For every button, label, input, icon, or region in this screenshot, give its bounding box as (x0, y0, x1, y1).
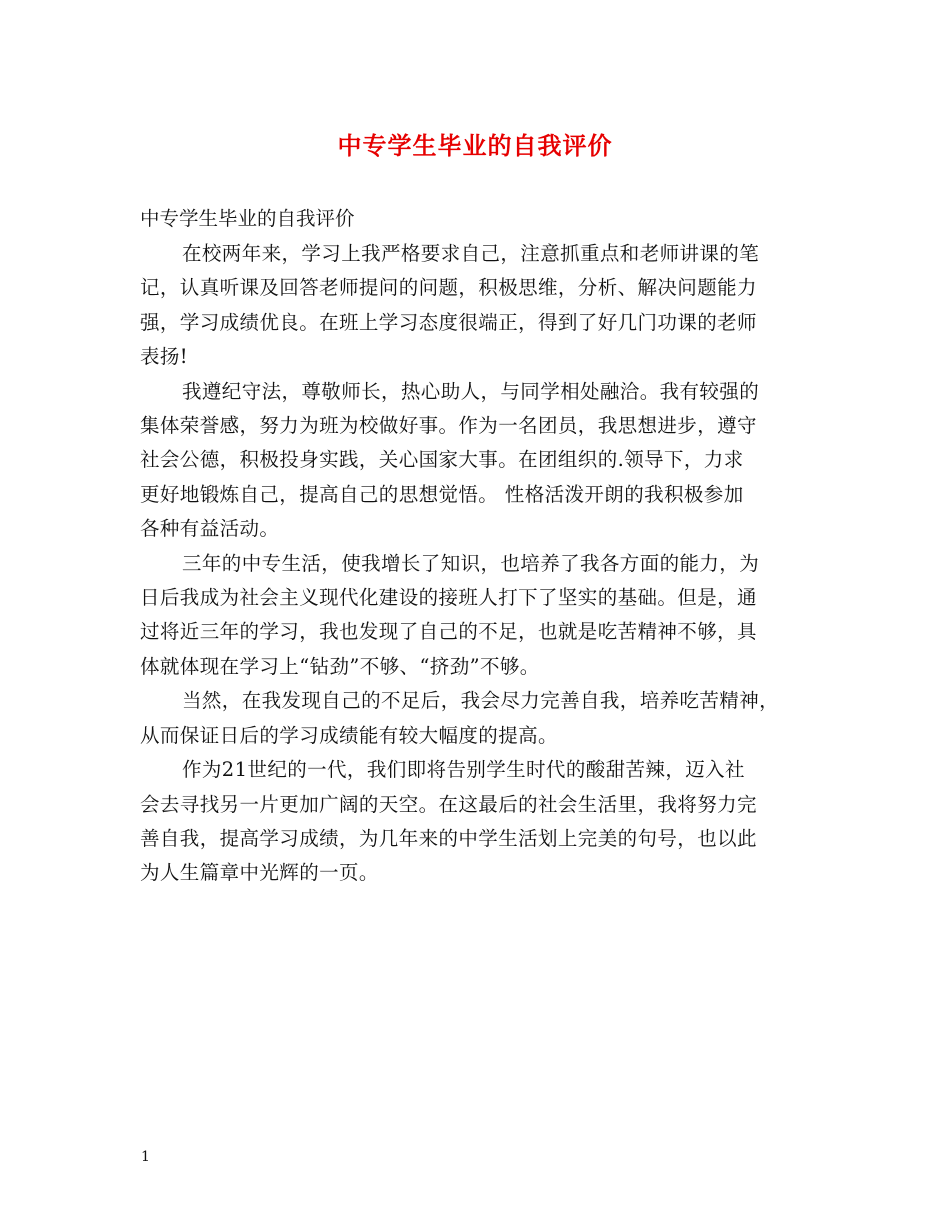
body-line: 日后我成为社会主义现代化建设的接班人打下了坚实的基础。但是，通 (140, 586, 757, 610)
body-line: 当然，在我发现自己的不足后，我会尽力完善自我，培养吃苦精神， (182, 689, 780, 713)
body-line: 表扬! (140, 345, 189, 369)
page-number: 1 (141, 1149, 150, 1165)
body-line: 三年的中专生活，使我增长了知识，也培养了我各方面的能力，为 (182, 551, 760, 575)
body-line: 强，学习成绩优良。在班上学习态度很端正，得到了好几门功课的老师 (140, 310, 757, 334)
body-line: 善自我，提高学习成绩，为几年来的中学生活划上完美的句号，也以此 (140, 826, 757, 850)
body-line: 为人生篇章中光辉的一页。 (140, 861, 379, 885)
body-line: 作为21世纪的一代，我们即将告别学生时代的酸甜苦辣，迈入社 (182, 758, 745, 782)
body-line: 过将近三年的学习，我也发现了自己的不足，也就是吃苦精神不够，具 (140, 620, 757, 644)
body-line: 我遵纪守法，尊敬师长，热心助人，与同学相处融洽。我有较强的 (182, 379, 760, 403)
body-line: 会去寻找另一片更加广阔的天空。在这最后的社会生活里，我将努力完 (140, 792, 757, 816)
body-line: 体就体现在学习上“钻劲”不够、“挤劲”不够。 (140, 654, 540, 678)
body-line: 记，认真听课及回答老师提问的问题，积极思维，分析、解决问题能力 (140, 276, 757, 300)
body-line: 在校两年来，学习上我严格要求自己，注意抓重点和老师讲课的笔 (182, 242, 760, 265)
body-line: 从而保证日后的学习成绩能有较大幅度的提高。 (140, 723, 558, 747)
body-line: 集体荣誉感，努力为班为校做好事。作为一名团员，我思想进步，遵守 (140, 414, 757, 438)
body-line: 各种有益活动。 (140, 517, 280, 541)
document-subtitle: 中专学生毕业的自我评价 (140, 207, 355, 230)
body-line: 社会公德，积极投身实践，关心国家大事。在团组织的.领导下，力求 (140, 448, 744, 472)
body-line: 更好地锻炼自己，提高自己的思想觉悟。 性格活泼开朗的我积极参加 (140, 482, 744, 506)
document-title: 中专学生毕业的自我评价 (337, 131, 613, 160)
document-body (140, 237, 820, 891)
